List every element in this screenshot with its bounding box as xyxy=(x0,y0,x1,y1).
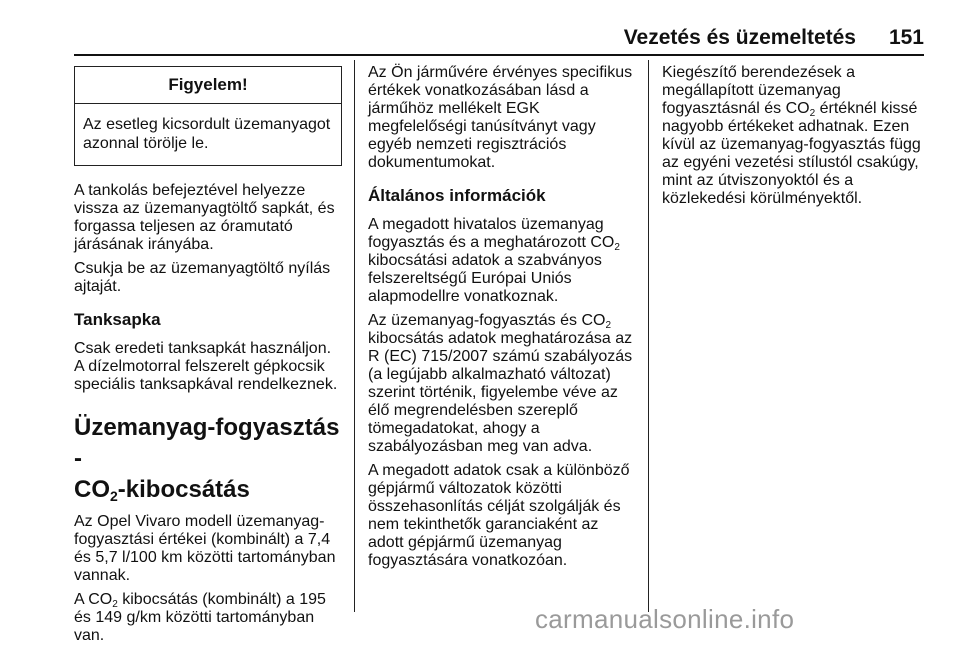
chapter-title: Vezetés és üzemeltetés xyxy=(623,26,856,49)
paragraph: Az üzemanyag-fogyasztás és $CO_2$ kibocsátás adatok meghatározása az R (EC) 715/2007 számú szabályozás (a legújabb alkalmazható változat) szerint történik, figyelembe véve az élő megrendelésben szereplő tömegadatokat, ahogy a szabályozásban meg van adva. xyxy=(368,312,633,455)
section-heading-line1: Üzemanyag-fogyasztás - xyxy=(74,414,340,472)
paragraph: Csukja be az üzemanyagtöltő nyílás ajtaját. xyxy=(74,260,331,295)
paragraph: Csak eredeti tanksapkát használjon. A dízelmotorral felszerelt gépkocsik speciális tanksapkával rendelkeznek. xyxy=(74,340,338,393)
column-divider-1 xyxy=(354,60,355,612)
paragraph: Az Opel Vivaro modell üzemanyag-fogyasztási értékei (kombinált) a 7,4 és 5,7 l/100 km közötti tartományban vannak. xyxy=(74,513,336,584)
page-header xyxy=(74,20,924,54)
paragraph: A megadott hivatalos üzemanyag fogyasztás és a meghatározott $CO_2$ kibocsátási adatok a szabványos felszereltségű Európai Uniós alapmodellre vonatkoznak. xyxy=(368,216,620,305)
paragraph: Kiegészítő berendezések a megállapított üzemanyag fogyasztásnál és $CO_2$ értéknél kissé nagyobb értékeket adhatnak. Ezen kívül az üzemanyag-fogyasztás függ az egyéni vezetési stílustól csakúgy, mint az útviszonyoktól és a közlekedési körülményektől. xyxy=(662,64,921,207)
page-number: 151 xyxy=(888,26,924,49)
subheading-tanksapka: Tanksapka xyxy=(74,310,161,329)
section-heading: Üzemanyag-fogyasztás - $CO_2$-kibocsátás xyxy=(74,414,340,504)
header-rule xyxy=(74,54,924,56)
paragraph: Az Ön járművére érvényes specifikus értékek vonatkozásában lásd a járműhöz mellékelt EGK megfelelőségi tanúsítványt vagy egyéb nemzeti regisztrációs dokumentumokat. xyxy=(368,64,633,171)
column-divider-2 xyxy=(648,60,649,612)
subheading-general: Általános információk xyxy=(368,186,546,205)
warning-box xyxy=(74,66,342,166)
warning-title: Figyelem! xyxy=(75,67,341,104)
paragraph: A megadott adatok csak a különböző gépjármű változatok közötti összehasonlítás célját szolgálják és nem tekinthetők garanciaként az adott gépjármű üzemanyag fogyasztására vonatkozóan. xyxy=(368,462,630,569)
paragraph: A tankolás befejeztével helyezze vissza az üzemanyagtöltő sapkát, és forgassa teljesen az óramutató járásának irányába. xyxy=(74,182,335,253)
column-3 xyxy=(662,64,928,214)
column-1 xyxy=(74,64,342,651)
paragraph: A $CO_2$ kibocsátás (kombinált) a 195 és 149 g/km közötti tartományban van. xyxy=(74,591,326,644)
watermark: carmanualsonline.info xyxy=(535,604,795,634)
warning-text: Az esetleg kicsordult üzemanyagot azonnal törölje le. xyxy=(83,116,331,152)
column-2 xyxy=(368,64,636,576)
